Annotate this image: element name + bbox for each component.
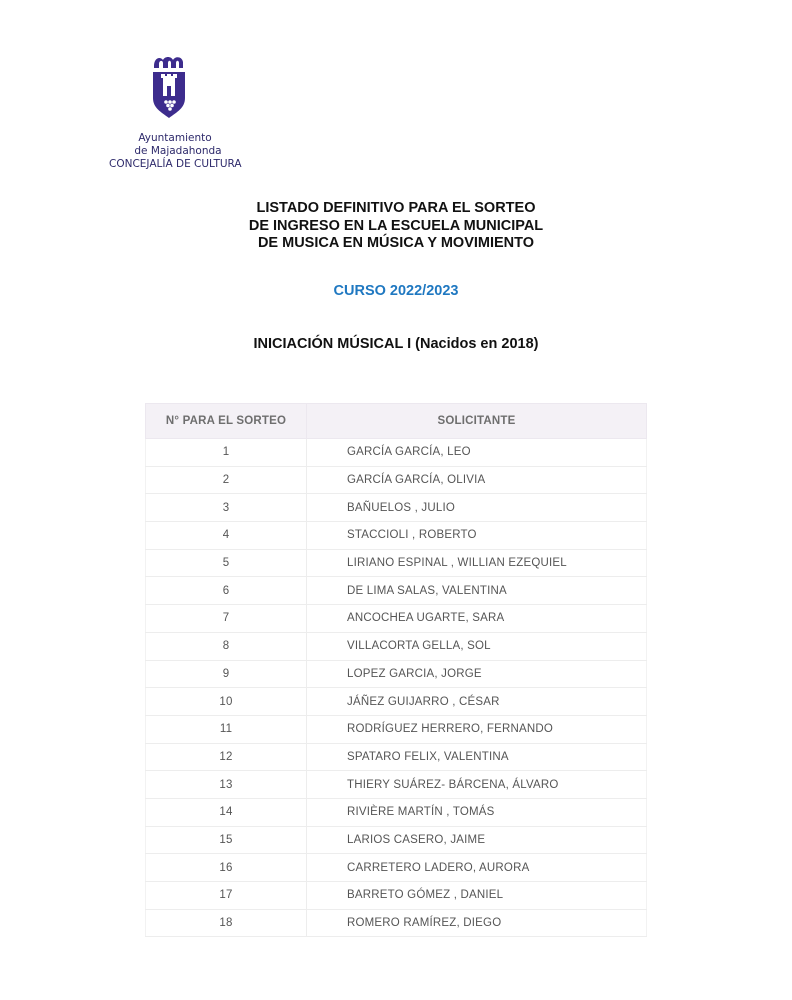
applicant-name-cell: RIVIÈRE MARTÍN , TOMÁS (307, 798, 647, 826)
draw-number-cell: 15 (146, 826, 307, 854)
table-row (146, 826, 647, 854)
table-header-row (146, 404, 647, 439)
draw-number-cell: 3 (146, 494, 307, 522)
draw-number-cell: 9 (146, 660, 307, 688)
organization-line: de Majadahonda (134, 145, 222, 157)
draw-number-cell: 17 (146, 882, 307, 910)
coat-of-arms-icon (148, 52, 190, 124)
applicant-name-cell: DE LIMA SALAS, VALENTINA (307, 577, 647, 605)
level-label: INICIACIÓN MÚSICAL I (Nacidos en 2018) (253, 336, 539, 352)
table-row (146, 854, 647, 882)
applicant-name-cell: GARCÍA GARCÍA, LEO (307, 439, 647, 467)
draw-number-cell: 18 (146, 909, 307, 937)
draw-number-cell: 8 (146, 632, 307, 660)
table-row (146, 771, 647, 799)
applicants-table (145, 403, 647, 937)
course-label: CURSO 2022/2023 (333, 283, 459, 299)
table-row (146, 798, 647, 826)
draw-number-cell: 10 (146, 688, 307, 716)
draw-number-cell: 1 (146, 439, 307, 467)
draw-number-cell: 13 (146, 771, 307, 799)
applicant-name-cell: RODRÍGUEZ HERRERO, FERNANDO (307, 715, 647, 743)
table-row (146, 549, 647, 577)
municipal-logo (108, 50, 248, 174)
draw-number-cell: 4 (146, 522, 307, 550)
table-row (146, 632, 647, 660)
table-row (146, 660, 647, 688)
table-row (146, 494, 647, 522)
table-row (146, 466, 647, 494)
table-row (146, 715, 647, 743)
applicant-name-cell: ROMERO RAMÍREZ, DIEGO (307, 909, 647, 937)
document-title-line: LISTADO DEFINITIVO PARA EL SORTEO (256, 200, 536, 216)
applicant-name-cell: THIERY SUÁREZ- BÁRCENA, ÁLVARO (307, 771, 647, 799)
applicant-name-cell: VILLACORTA GELLA, SOL (307, 632, 647, 660)
document-title-line: DE INGRESO EN LA ESCUELA MUNICIPAL (248, 217, 544, 234)
draw-number-cell: 11 (146, 715, 307, 743)
organization-name (108, 132, 248, 171)
table-row (146, 522, 647, 550)
draw-number-cell: 14 (146, 798, 307, 826)
applicant-name-cell: BARRETO GÓMEZ , DANIEL (307, 882, 647, 910)
applicant-name-cell: GARCÍA GARCÍA, OLIVIA (307, 466, 647, 494)
header-draw-number: N° PARA EL SORTEO (146, 404, 307, 439)
draw-number-cell: 7 (146, 605, 307, 633)
document-title (146, 200, 646, 253)
applicant-name-cell: SPATARO FELIX, VALENTINA (307, 743, 647, 771)
table-row (146, 743, 647, 771)
applicant-name-cell: ANCOCHEA UGARTE, SARA (307, 605, 647, 633)
table-row (146, 605, 647, 633)
table-body (146, 439, 647, 937)
applicant-name-cell: JÁÑEZ GUIJARRO , CÉSAR (307, 688, 647, 716)
applicant-name-cell: STACCIOLI , ROBERTO (307, 522, 647, 550)
table-row (146, 882, 647, 910)
applicant-name-cell: LIRIANO ESPINAL , WILLIAN EZEQUIEL (307, 549, 647, 577)
document-title-line: DE MUSICA EN MÚSICA Y MOVIMIENTO (257, 235, 535, 251)
header-applicant: SOLICITANTE (307, 404, 647, 439)
organization-department: CONCEJALÍA DE CULTURA (109, 158, 242, 170)
draw-number-cell: 16 (146, 854, 307, 882)
draw-number-cell: 5 (146, 549, 307, 577)
table-row (146, 909, 647, 937)
applicant-name-cell: LOPEZ GARCIA, JORGE (307, 660, 647, 688)
organization-line: Ayuntamiento (138, 132, 212, 144)
draw-number-cell: 6 (146, 577, 307, 605)
table-row (146, 688, 647, 716)
table-row (146, 439, 647, 467)
table-row (146, 577, 647, 605)
applicant-name-cell: BAÑUELOS , JULIO (307, 494, 647, 522)
draw-number-cell: 12 (146, 743, 307, 771)
applicant-name-cell: CARRETERO LADERO, AURORA (307, 854, 647, 882)
draw-number-cell: 2 (146, 466, 307, 494)
applicant-name-cell: LARIOS CASERO, JAIME (307, 826, 647, 854)
